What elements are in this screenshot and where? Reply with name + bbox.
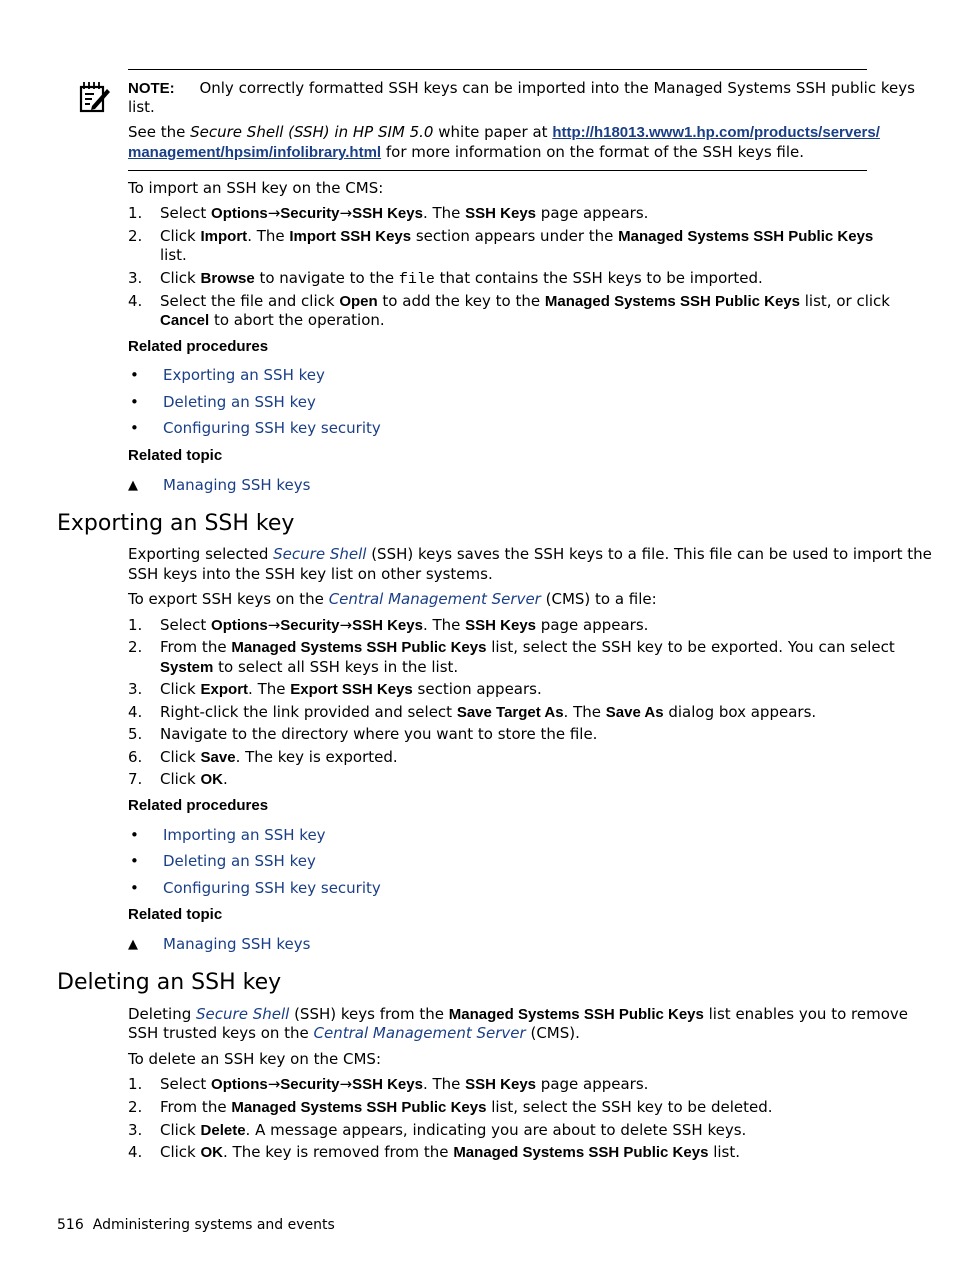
- list-name: Managed Systems SSH Public Keys: [618, 228, 874, 245]
- delete-step-4: [160, 1143, 740, 1162]
- link-importing-ssh-key[interactable]: Importing an SSH key: [163, 826, 326, 844]
- menu-options: Options: [211, 1076, 268, 1093]
- step-number: 4.: [128, 292, 143, 310]
- heading-deleting-ssh-key: Deleting an SSH key: [57, 970, 282, 995]
- para-text: Exporting selected: [128, 545, 274, 563]
- export-related-topic-heading: Related topic: [128, 906, 223, 923]
- arrow: →: [339, 1075, 353, 1093]
- step-text: Click: [160, 770, 201, 788]
- menu-save-target-as: Save Target As: [456, 704, 564, 721]
- step-text: page appears.: [536, 616, 649, 634]
- list-name: Managed Systems SSH Public Keys: [231, 1099, 487, 1116]
- step-text: page appears.: [536, 1075, 649, 1093]
- bullet-icon: •: [130, 826, 139, 844]
- page-number: 516: [57, 1217, 84, 1233]
- note-bottom-rule: [128, 170, 867, 171]
- arrow: →: [339, 204, 353, 222]
- step-text: Click: [160, 680, 201, 698]
- step-text: that contains the SSH keys to be imported.: [434, 269, 763, 287]
- step-text: . The: [563, 703, 606, 721]
- step-text: . A message appears, indicating you are about to delete SSH keys.: [245, 1121, 747, 1139]
- note-line-1b: list.: [128, 98, 155, 116]
- link-configuring-ssh-key-security[interactable]: Configuring SSH key security: [163, 419, 381, 437]
- link-exporting-ssh-key[interactable]: Exporting an SSH key: [163, 366, 325, 384]
- link-configuring-ssh-key-security[interactable]: Configuring SSH key security: [163, 879, 381, 897]
- note-pad-pencil-icon: [78, 80, 112, 114]
- step-text: page appears.: [536, 204, 649, 222]
- step-number: 2.: [128, 1098, 143, 1116]
- step-text: Right-click the link provided and select: [160, 703, 457, 721]
- export-step-2-cont: [160, 658, 458, 677]
- step-text: . The: [422, 1075, 466, 1093]
- para-text: To export SSH keys on the: [128, 590, 329, 608]
- step-text: Select the file and click: [160, 292, 340, 310]
- step-text: Click: [160, 748, 201, 766]
- page-footer: [57, 1216, 335, 1234]
- note-see-line-2: [128, 143, 804, 162]
- export-related-procedures-heading: Related procedures: [128, 797, 269, 814]
- step-text: section appears under the: [411, 227, 619, 245]
- list-name: Managed Systems SSH Public Keys: [453, 1144, 709, 1161]
- import-step-4: [160, 292, 890, 311]
- step-text: to navigate to the: [254, 269, 399, 287]
- export-step-2: [160, 638, 895, 657]
- section-name: Import SSH Keys: [289, 228, 412, 245]
- step-text: dialog box appears.: [663, 703, 817, 721]
- note-url-link[interactable]: http://h18013.www1.hp.com/products/servers/: [552, 124, 880, 141]
- step-number: 4.: [128, 703, 143, 721]
- export-step-6: [160, 748, 398, 767]
- note-top-rule: [128, 69, 867, 70]
- step-text: to add the key to the: [377, 292, 545, 310]
- step-text: . The: [422, 204, 466, 222]
- page-name: SSH Keys: [465, 205, 537, 222]
- para-text: (SSH) keys from the: [289, 1005, 449, 1023]
- delete-paragraph-1: [128, 1005, 908, 1024]
- menu-security: Security: [280, 617, 340, 634]
- step-text: list, select the SSH key to be deleted.: [486, 1098, 773, 1116]
- step-text: list, or click: [800, 292, 890, 310]
- export-paragraph-2: [128, 590, 657, 609]
- triangle-bullet-icon: ▲: [128, 478, 138, 493]
- arrow: →: [267, 204, 281, 222]
- step-text: . The key is removed from the: [223, 1143, 454, 1161]
- dialog-save-as: Save As: [605, 704, 664, 721]
- arrow: →: [339, 616, 353, 634]
- export-step-4: [160, 703, 816, 722]
- para-text: (CMS) to a file:: [540, 590, 657, 608]
- step-text: Select: [160, 204, 212, 222]
- import-step-3: [160, 269, 763, 289]
- button-ok: OK: [200, 771, 224, 788]
- step-number: 1.: [128, 204, 143, 222]
- step-text: Click: [160, 227, 201, 245]
- note-line-1: [128, 79, 915, 98]
- note-white-paper-title: Secure Shell (SSH) in HP SIM 5.0: [190, 123, 434, 141]
- import-intro: To import an SSH key on the CMS:: [128, 179, 384, 197]
- step-number: 1.: [128, 1075, 143, 1093]
- import-step-2-cont: list.: [160, 246, 187, 264]
- step-number: 3.: [128, 1121, 143, 1139]
- bullet-icon: •: [130, 879, 139, 897]
- link-managing-ssh-keys[interactable]: Managing SSH keys: [163, 476, 311, 494]
- step-text: . The: [422, 616, 466, 634]
- para-text: list enables you to remove: [703, 1005, 908, 1023]
- para-text: (SSH) keys saves the SSH keys to a file. This file can be used to import the: [366, 545, 932, 563]
- link-central-management-server[interactable]: Central Management Server: [313, 1024, 526, 1042]
- arrow: →: [267, 1075, 281, 1093]
- option-system: System: [160, 659, 214, 676]
- arrow: →: [267, 616, 281, 634]
- note-label: NOTE:: [128, 80, 175, 97]
- step-text: Click: [160, 1121, 201, 1139]
- step-text: . The: [247, 227, 290, 245]
- delete-step-1: [160, 1075, 648, 1094]
- import-related-procedures-heading: Related procedures: [128, 338, 269, 355]
- note-see-suffix: for more information on the format of the SSH keys file.: [381, 143, 805, 161]
- import-related-topic-heading: Related topic: [128, 447, 223, 464]
- note-text: Only correctly formatted SSH keys can be imported into the Managed Systems SSH public keys: [199, 79, 915, 97]
- bullet-icon: •: [130, 393, 139, 411]
- footer-section-title: Administering systems and events: [92, 1217, 335, 1233]
- export-step-3: [160, 680, 542, 699]
- button-open: Open: [339, 293, 378, 310]
- page-name: SSH Keys: [465, 617, 537, 634]
- step-text: to abort the operation.: [209, 311, 385, 329]
- section-name: Export SSH Keys: [290, 681, 413, 698]
- step-text: Click: [160, 269, 201, 287]
- export-step-5: Navigate to the directory where you want to store the file.: [160, 725, 598, 743]
- step-number: 2.: [128, 638, 143, 656]
- menu-ssh-keys: SSH Keys: [352, 205, 423, 222]
- triangle-bullet-icon: ▲: [128, 937, 138, 952]
- delete-step-3: [160, 1121, 746, 1140]
- delete-intro: To delete an SSH key on the CMS:: [128, 1050, 381, 1068]
- import-step-2: [160, 227, 873, 246]
- heading-exporting-ssh-key: Exporting an SSH key: [57, 511, 295, 536]
- step-text: Click: [160, 1143, 201, 1161]
- note-see-line: [128, 123, 880, 142]
- link-managing-ssh-keys[interactable]: Managing SSH keys: [163, 935, 311, 953]
- export-paragraph-1: [128, 545, 932, 564]
- list-name: Managed Systems SSH Public Keys: [544, 293, 800, 310]
- step-number: 3.: [128, 269, 143, 287]
- menu-security: Security: [280, 205, 340, 222]
- button-delete: Delete: [200, 1122, 246, 1139]
- button-browse: Browse: [200, 270, 255, 287]
- step-text: Select: [160, 616, 212, 634]
- bullet-icon: •: [130, 852, 139, 870]
- button-ok: OK: [200, 1144, 224, 1161]
- button-cancel: Cancel: [160, 312, 210, 329]
- step-number: 3.: [128, 680, 143, 698]
- step-number: 1.: [128, 616, 143, 634]
- bullet-icon: •: [130, 419, 139, 437]
- step-text: section appears.: [412, 680, 542, 698]
- para-text: SSH trusted keys on the: [128, 1024, 314, 1042]
- delete-paragraph-1-cont: [128, 1024, 580, 1043]
- link-deleting-ssh-key[interactable]: Deleting an SSH key: [163, 852, 316, 870]
- menu-options: Options: [211, 205, 268, 222]
- step-text: Select: [160, 1075, 212, 1093]
- code-file: file: [398, 271, 435, 288]
- bullet-icon: •: [130, 366, 139, 384]
- step-text: .: [223, 770, 228, 788]
- note-see-mid: white paper at: [433, 123, 553, 141]
- step-number: 2.: [128, 227, 143, 245]
- step-number: 5.: [128, 725, 143, 743]
- menu-ssh-keys: SSH Keys: [352, 617, 423, 634]
- button-import: Import: [200, 228, 248, 245]
- step-text: list.: [708, 1143, 740, 1161]
- export-paragraph-1-cont: SSH keys into the SSH key list on other systems.: [128, 565, 493, 583]
- import-step-1: [160, 204, 648, 223]
- link-secure-shell[interactable]: Secure Shell: [196, 1005, 290, 1023]
- button-export: Export: [200, 681, 249, 698]
- step-text: list, select the SSH key to be exported. You can select: [486, 638, 895, 656]
- link-central-management-server[interactable]: Central Management Server: [328, 590, 541, 608]
- step-number: 4.: [128, 1143, 143, 1161]
- menu-ssh-keys: SSH Keys: [352, 1076, 423, 1093]
- menu-security: Security: [280, 1076, 340, 1093]
- step-number: 6.: [128, 748, 143, 766]
- list-name: Managed Systems SSH Public Keys: [448, 1006, 704, 1023]
- link-deleting-ssh-key[interactable]: Deleting an SSH key: [163, 393, 316, 411]
- page-name: SSH Keys: [465, 1076, 537, 1093]
- export-step-1: [160, 616, 648, 635]
- list-name: Managed Systems SSH Public Keys: [231, 639, 487, 656]
- step-number: 7.: [128, 770, 143, 788]
- step-text: . The key is exported.: [235, 748, 398, 766]
- delete-step-2: [160, 1098, 773, 1117]
- note-url-link-cont[interactable]: management/hpsim/infolibrary.html: [128, 144, 382, 161]
- menu-options: Options: [211, 617, 268, 634]
- step-text: to select all SSH keys in the list.: [213, 658, 459, 676]
- link-secure-shell[interactable]: Secure Shell: [273, 545, 367, 563]
- note-see-prefix: See the: [128, 123, 191, 141]
- para-text: (CMS).: [525, 1024, 580, 1042]
- button-save: Save: [200, 749, 236, 766]
- step-text: From the: [160, 1098, 232, 1116]
- para-text: Deleting: [128, 1005, 197, 1023]
- step-text: . The: [248, 680, 291, 698]
- step-text: From the: [160, 638, 232, 656]
- import-step-4-cont: [160, 311, 385, 330]
- export-step-7: [160, 770, 228, 789]
